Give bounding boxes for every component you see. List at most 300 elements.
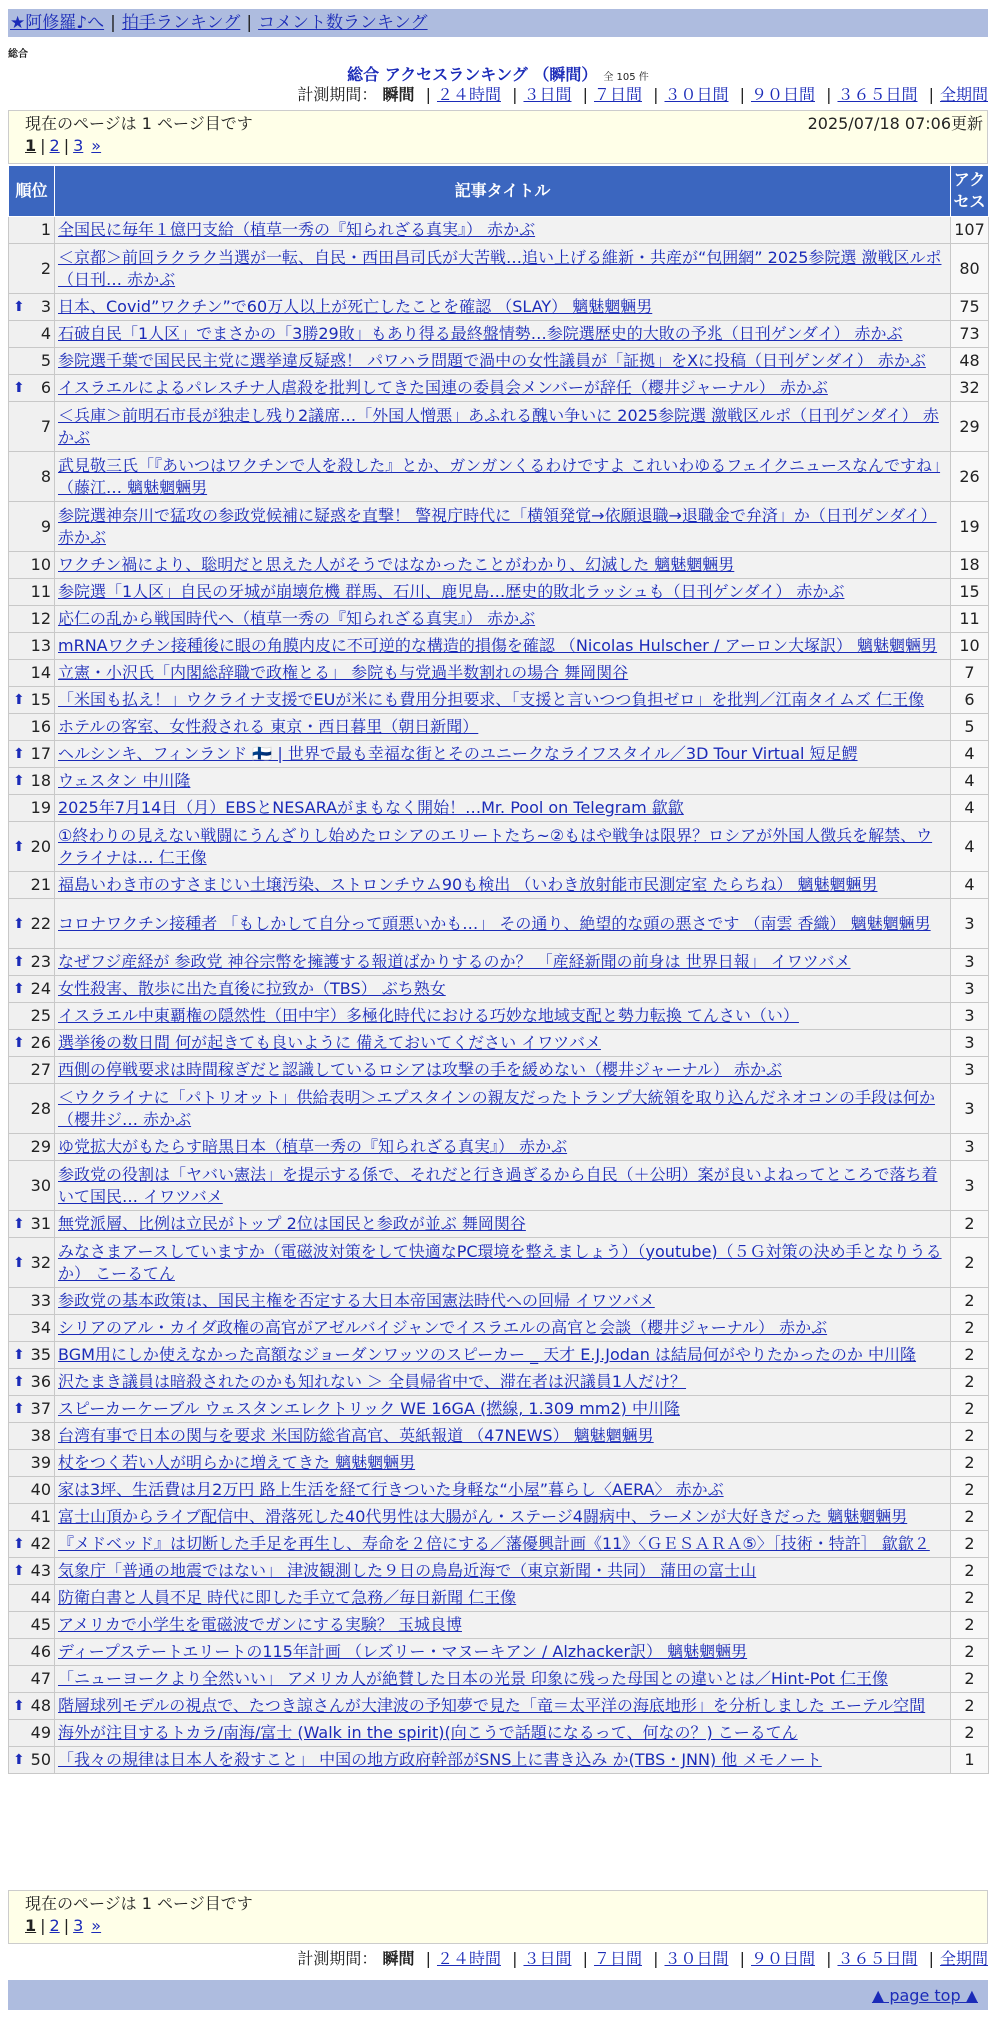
article-title-link[interactable]: 参政党の基本政策は、国民主権を否定する大日本帝国憲法時代への回帰 イワツバメ	[58, 1291, 655, 1310]
table-row	[9, 1612, 989, 1639]
article-title-link[interactable]: みなさまアースしていますか（電磁波対策をして快適なPC環境を整えましょう）（youtube)（５Ｇ対策の決め手となりうるか） こーるてん	[58, 1241, 942, 1283]
table-row	[9, 1639, 989, 1666]
rank-up-arrow-icon: ⬆	[13, 1374, 25, 1390]
title-cell	[55, 1211, 951, 1238]
access-count: 7	[951, 660, 989, 687]
rank-number: 8	[40, 466, 51, 486]
table-row	[9, 217, 989, 244]
rank-number: 12	[30, 609, 51, 628]
period-current: 瞬間	[382, 85, 415, 104]
rank-number: 30	[30, 1175, 51, 1195]
rank-cell	[9, 1639, 55, 1666]
title-cell	[55, 1666, 951, 1693]
access-count: 3	[951, 1161, 989, 1211]
rank-number: 44	[30, 1588, 51, 1607]
article-title-link[interactable]: 参院選「1人区」自民の牙城が崩壊危機 群馬、石川、鹿児島…歴史的敗北ラッシュも（日刊ゲンダイ） 赤かぶ	[58, 582, 845, 601]
top-nav-bar	[8, 9, 988, 37]
title-cell	[55, 899, 951, 949]
rank-number: 41	[30, 1507, 51, 1526]
article-title-link[interactable]: アメリカで小学生を電磁波でガンにする実験？ 玉城良博	[58, 1615, 462, 1634]
article-title-link[interactable]: 日本、Covid”ワクチン”で60万人以上が死亡したことを確認 （SLAY） 魑魅魍魎男	[58, 297, 653, 316]
title-cell	[55, 1585, 951, 1612]
page-3-link[interactable]: 3	[73, 1916, 84, 1935]
rank-number: 25	[30, 1006, 51, 1025]
rank-number: 27	[30, 1060, 51, 1079]
page-top-link[interactable]: ▲ page top ▲	[871, 1986, 978, 2005]
rank-number: 40	[30, 1480, 51, 1499]
access-count: 3	[951, 1003, 989, 1030]
access-count: 73	[951, 321, 989, 348]
page-3-link[interactable]: 3	[73, 136, 84, 155]
rank-cell	[9, 1585, 55, 1612]
rank-cell	[9, 294, 55, 321]
rank-number: 5	[40, 351, 51, 370]
page-1-current: 1	[25, 136, 37, 155]
ranking-table	[8, 165, 989, 1774]
table-row	[9, 976, 989, 1003]
table-row	[9, 1558, 989, 1585]
rank-cell	[9, 976, 55, 1003]
article-title-link[interactable]: ヘルシンキ、フィンランド 🇫🇮 | 世界で最も幸福な街とそのユニークなライフスタイル／3D Tour Virtual 短足鰐	[58, 744, 858, 763]
rank-cell	[9, 687, 55, 714]
rank-number: 46	[30, 1642, 51, 1661]
rank-number: 32	[30, 1252, 51, 1272]
table-row	[9, 606, 989, 633]
rank-cell	[9, 452, 55, 502]
access-count: 18	[951, 552, 989, 579]
rank-number: 23	[30, 952, 51, 971]
title-cell	[55, 1531, 951, 1558]
rank-number: 20	[30, 836, 51, 856]
access-count: 2	[951, 1238, 989, 1288]
period-option[interactable]: ３０日間	[664, 1949, 729, 1968]
table-row	[9, 579, 989, 606]
col-rank-header: 順位	[9, 166, 55, 217]
table-row	[9, 502, 989, 552]
period-option[interactable]: ９０日間	[750, 85, 815, 104]
article-title-link[interactable]: ホテルの客室、女性殺される 東京・西日暮里（朝日新聞）	[58, 717, 479, 736]
title-cell	[55, 795, 951, 822]
rank-cell	[9, 1030, 55, 1057]
col-access-header: アクセス	[951, 166, 989, 217]
period-option[interactable]: ２４時間	[436, 1949, 501, 1968]
article-title-link[interactable]: 「ニューヨークより全然いい」 アメリカ人が絶賛した日本の光景 印象に残った母国との違いとは／Hint-Pot 仁王像	[58, 1669, 888, 1688]
access-count: 3	[951, 899, 989, 949]
table-row	[9, 1693, 989, 1720]
article-title-link[interactable]: 『メドベッド』は切断した手足を再生し、寿命を２倍にする／藩優興計画《11》〈ＧＥＳＡＲＡ⑤〉［技術・特許］ 歙歙２	[58, 1534, 930, 1553]
access-count: 5	[951, 714, 989, 741]
rank-up-arrow-icon: ⬆	[13, 692, 25, 708]
table-row	[9, 375, 989, 402]
title-cell	[55, 1030, 951, 1057]
table-row	[9, 1720, 989, 1747]
table-row	[9, 1134, 989, 1161]
rank-cell	[9, 502, 55, 552]
rank-cell	[9, 1288, 55, 1315]
rank-cell	[9, 1003, 55, 1030]
current-page-text: 現在のページは 1 ページ目です	[25, 114, 253, 133]
article-title-link[interactable]: ディープステートエリートの115年計画 （レズリー・マヌーキアン / Alzhacker訳） 魑魅魍魎男	[58, 1642, 748, 1661]
rank-number: 36	[30, 1372, 51, 1391]
ranking-title-row	[0, 62, 996, 85]
rank-up-arrow-icon: ⬆	[13, 1254, 25, 1271]
article-title-link[interactable]: 西側の停戦要求は時間稼ぎだと認識しているロシアは攻撃の手を緩めない（櫻井ジャーナル） 赤かぶ	[58, 1060, 782, 1079]
article-title-link[interactable]: 防衛白書と人員不足 時代に即した手立て急務／毎日新聞 仁王像	[58, 1588, 517, 1607]
rank-number: 22	[30, 913, 51, 933]
rank-number: 33	[30, 1291, 51, 1310]
period-option[interactable]: 全期間	[939, 85, 988, 104]
rank-up-arrow-icon: ⬆	[13, 299, 25, 315]
rank-number: 34	[30, 1318, 51, 1337]
access-count: 2	[951, 1531, 989, 1558]
table-row	[9, 1531, 989, 1558]
article-title-link[interactable]: 参政党の役割は「ヤバい憲法」を提示する係で、それだと行き過ぎるから自民（＋公明）案が良いよねってところで落ち着いて国民… イワツバメ	[58, 1164, 938, 1206]
access-count: 2	[951, 1315, 989, 1342]
access-count: 6	[951, 687, 989, 714]
table-row	[9, 633, 989, 660]
title-cell	[55, 660, 951, 687]
access-count: 3	[951, 976, 989, 1003]
title-cell	[55, 1057, 951, 1084]
rank-number: 31	[30, 1214, 51, 1233]
nav-separator: |	[110, 13, 116, 33]
rank-cell	[9, 949, 55, 976]
article-title-link[interactable]: イスラエルによるパレスチナ人虐殺を批判してきた国連の委員会メンバーが辞任（櫻井ジャーナル） 赤かぶ	[58, 378, 828, 397]
article-title-link[interactable]: スピーカーケーブル ウェスタンエレクトリック WE 16GA (撚線, 1.309 mm2) 中川隆	[58, 1399, 680, 1418]
rank-number: 38	[30, 1426, 51, 1445]
access-count: 3	[951, 949, 989, 976]
pager-top: 1 | 2 | 3 »	[25, 136, 102, 155]
footer-bar	[8, 1980, 988, 2010]
title-cell	[55, 687, 951, 714]
table-row	[9, 1450, 989, 1477]
access-count: 48	[951, 348, 989, 375]
article-title-link[interactable]: ＜兵庫＞前明石市長が独走し残り2議席…「外国人憎悪」あふれる醜い争いに 2025参院選 激戦区ルポ（日刊ゲンダイ） 赤かぶ	[58, 405, 939, 447]
title-cell	[55, 1396, 951, 1423]
article-title-link[interactable]: 選挙後の数日間 何が起きても良いように 備えておいてください イワツバメ	[58, 1033, 601, 1052]
table-row	[9, 687, 989, 714]
rank-number: 39	[30, 1453, 51, 1472]
access-count: 2	[951, 1666, 989, 1693]
rank-number: 49	[30, 1723, 51, 1742]
access-count: 2	[951, 1612, 989, 1639]
period-option[interactable]: ７日間	[593, 85, 642, 104]
rank-up-arrow-icon: ⬆	[13, 1216, 25, 1232]
article-title-link[interactable]: 杖をつく若い人が明らかに増えてきた 魑魅魍魎男	[58, 1453, 416, 1472]
rank-cell	[9, 741, 55, 768]
article-title-link[interactable]: 武見敬三氏「『あいつはワクチンで人を殺した』とか、ガンガンくるわけですよ これいわゆるフェイクニュースなんですね」（藤江… 魑魅魍魎男	[58, 455, 941, 497]
access-count: 3	[951, 1134, 989, 1161]
access-count: 3	[951, 1030, 989, 1057]
nav-separator: |	[246, 13, 253, 33]
table-row	[9, 1161, 989, 1211]
period-option[interactable]: ３０日間	[664, 85, 729, 104]
rank-number: 17	[30, 744, 51, 763]
article-title-link[interactable]: ゆ党拡大がもたらす暗黒日本（植草一秀の『知られざる真実』） 赤かぶ	[58, 1137, 568, 1156]
rank-number: 21	[30, 875, 51, 894]
title-cell	[55, 1504, 951, 1531]
access-count: 2	[951, 1211, 989, 1238]
rank-number: 24	[30, 979, 51, 998]
access-count: 75	[951, 294, 989, 321]
title-cell	[55, 1612, 951, 1639]
table-row	[9, 872, 989, 899]
rank-cell	[9, 1504, 55, 1531]
title-cell	[55, 976, 951, 1003]
article-title-link[interactable]: mRNAワクチン接種後に眼の角膜内皮に不可逆的な構造的損傷を確認 （Nicolas Hulscher / アーロン大塚訳） 魑魅魍魎男	[58, 636, 938, 655]
title-cell	[55, 452, 951, 502]
clap-ranking-link[interactable]: 拍手ランキング	[121, 13, 241, 33]
title-cell	[55, 321, 951, 348]
rank-number: 26	[30, 1033, 51, 1052]
rank-cell	[9, 217, 55, 244]
article-title-link[interactable]: ウェスタン 中川隆	[58, 771, 191, 790]
rank-cell	[9, 1666, 55, 1693]
table-row	[9, 949, 989, 976]
access-count: 2	[951, 1423, 989, 1450]
rank-number: 3	[40, 297, 51, 316]
article-title-link[interactable]: 「米国も払え！」ウクライナ支援でEUが米にも費用分担要求、「支援と言いつつ負担ゼロ」を批判／江南タイムズ 仁王像	[58, 690, 925, 709]
next-page-link[interactable]: »	[91, 1916, 102, 1935]
rank-cell	[9, 1450, 55, 1477]
page-info-bottom	[8, 1890, 988, 1944]
page-info-top	[8, 110, 988, 164]
article-title-link[interactable]: 立憲・小沢氏「内閣総辞職で政権とる」 参院も与党過半数割れの場合 舞岡関谷	[58, 663, 629, 682]
rank-number: 19	[30, 798, 51, 817]
table-row	[9, 1396, 989, 1423]
article-title-link[interactable]: ワクチン禍により、聡明だと思えた人がそうではなかったことがわかり、幻滅した 魑魅魍魎男	[58, 555, 735, 574]
rank-cell	[9, 795, 55, 822]
article-title-link[interactable]: 階層球列モデルの視点で、たつき諒さんが大津波の予知夢で見た「竜＝太平洋の海底地形」を分析しました エーテル空間	[58, 1696, 926, 1715]
access-count: 4	[951, 822, 989, 872]
comment-ranking-link[interactable]: コメント数ランキング	[258, 13, 428, 33]
article-title-link[interactable]: 沢たまき議員は暗殺されたのかも知れない ＞ 全員帰省中で、滞在者は沢議員1人だけ？	[58, 1372, 687, 1391]
title-cell	[55, 949, 951, 976]
rank-cell	[9, 1531, 55, 1558]
access-count: 80	[951, 244, 989, 294]
article-title-link[interactable]: 女性殺害、散歩に出た直後に拉致か（TBS） ぶち熟女	[58, 979, 446, 998]
article-title-link[interactable]: 無党派層、比例は立民がトップ 2位は国民と参政が並ぶ 舞岡関谷	[58, 1214, 526, 1233]
rank-number: 50	[30, 1750, 51, 1769]
total-count: 全 105 件	[603, 72, 649, 83]
article-title-link[interactable]: 海外が注目するトカラ/南海/富士 (Walk in the spirit)(向こうで話題になるって、何なの？) こーるてん	[58, 1723, 798, 1742]
page-2-link[interactable]: 2	[49, 1916, 60, 1935]
table-row	[9, 1585, 989, 1612]
period-option[interactable]: ９０日間	[750, 1949, 815, 1968]
rank-up-arrow-icon: ⬆	[13, 838, 25, 855]
rank-cell	[9, 552, 55, 579]
title-cell	[55, 606, 951, 633]
title-cell	[55, 714, 951, 741]
rank-up-arrow-icon: ⬆	[13, 981, 25, 997]
rank-cell	[9, 660, 55, 687]
col-title-header: 記事タイトル	[55, 166, 951, 217]
rank-cell	[9, 402, 55, 452]
title-cell	[55, 1423, 951, 1450]
article-title-link[interactable]: BGM用にしか使えなかった高額なジョーダンワッツのスピーカー _ 天才 E.J.Jodan は結局何がやりたかったのか 中川隆	[58, 1345, 917, 1364]
period-option[interactable]: ３日間	[523, 85, 572, 104]
access-count: 4	[951, 795, 989, 822]
current-page-text: 現在のページは 1 ページ目です	[25, 1894, 253, 1913]
article-title-link[interactable]: 富士山頂からライブ配信中、滑落死した40代男性は大腸がん・ステージ4闘病中、ラーメンが大好きだった 魑魅魍魎男	[58, 1507, 908, 1526]
article-title-link[interactable]: ①終わりの見えない戦闘にうんざりし始めたロシアのエリートたち~②もはや戦争は限界？ロシアが外国人徴兵を解禁、ウクライナは… 仁王像	[58, 825, 933, 867]
rank-number: 45	[30, 1615, 51, 1634]
access-count: 2	[951, 1585, 989, 1612]
rank-up-arrow-icon: ⬆	[13, 1698, 25, 1714]
rank-number: 28	[30, 1098, 51, 1118]
rank-up-arrow-icon: ⬆	[13, 1563, 25, 1579]
rank-cell	[9, 1477, 55, 1504]
title-cell	[55, 822, 951, 872]
article-title-link[interactable]: シリアのアル・カイダ政権の高官がアゼルバイジャンでイスラエルの高官と会談（櫻井ジャーナル） 赤かぶ	[58, 1318, 828, 1337]
title-cell	[55, 348, 951, 375]
rank-number: 15	[30, 690, 51, 709]
article-title-link[interactable]: 参院選神奈川で猛攻の参政党候補に疑惑を直撃！ 警視庁時代に「横領発覚→依願退職→退職金で弁済」か（日刊ゲンダイ） 赤かぶ	[58, 505, 937, 547]
table-row	[9, 1211, 989, 1238]
access-count: 15	[951, 579, 989, 606]
title-cell	[55, 1342, 951, 1369]
next-page-link[interactable]: »	[91, 136, 102, 155]
period-option[interactable]: ３６５日間	[837, 1949, 918, 1968]
period-option[interactable]: ３日間	[523, 1949, 572, 1968]
title-cell	[55, 1693, 951, 1720]
article-title-link[interactable]: 「我々の規律は日本人を殺すこと」 中国の地方政府幹部がSNS上に書き込み か(TBS・JNN) 他 メモノート	[58, 1750, 822, 1769]
period-selector-top: 計測期間： 瞬間 | ２４時間 | ３日間 | ７日間 | ３０日間 | ９０日間 | ３６５日間 | 全期間	[297, 85, 988, 104]
rank-cell	[9, 1211, 55, 1238]
rank-cell	[9, 1693, 55, 1720]
access-count: 2	[951, 1342, 989, 1369]
rank-number: 14	[30, 663, 51, 682]
rank-cell	[9, 1423, 55, 1450]
access-count: 2	[951, 1504, 989, 1531]
access-count: 4	[951, 768, 989, 795]
article-title-link[interactable]: 気象庁「普通の地震ではない」 津波観測した９日の鳥島近海で（東京新聞・共同） 蒲田の富士山	[58, 1561, 757, 1580]
rank-number: 1	[40, 220, 51, 239]
period-option[interactable]: ２４時間	[436, 85, 501, 104]
rank-up-arrow-icon: ⬆	[13, 380, 25, 396]
updated-timestamp: 2025/07/18 07:06更新	[807, 114, 983, 133]
rank-cell	[9, 1134, 55, 1161]
period-label: 計測期間：	[297, 1949, 378, 1968]
access-count: 4	[951, 741, 989, 768]
article-title-link[interactable]: 台湾有事で日本の関与を要求 米国防総省高官、英紙報道 （47NEWS） 魑魅魍魎男	[58, 1426, 654, 1445]
rank-cell	[9, 1342, 55, 1369]
title-cell	[55, 1003, 951, 1030]
rank-number: 13	[30, 636, 51, 655]
rank-cell	[9, 633, 55, 660]
article-title-link[interactable]: 参院選千葉で国民民主党に選挙違反疑惑！ パワハラ問題で渦中の女性議員が「証拠」をXに投稿（日刊ゲンダイ） 赤かぶ	[58, 351, 926, 370]
rank-number: 7	[40, 416, 51, 436]
access-count: 2	[951, 1558, 989, 1585]
home-link[interactable]: ★阿修羅♪へ	[10, 13, 105, 33]
section-label: 総合	[8, 49, 28, 60]
rank-up-arrow-icon: ⬆	[13, 915, 25, 932]
article-title-link[interactable]: なぜフジ産経が 参政党 神谷宗幣を擁護する報道ばかりするのか？ 「産経新聞の前身は 世界日報」 イワツバメ	[58, 952, 851, 971]
article-title-link[interactable]: ＜京都＞前回ラクラク当選が一転、自民・西田昌司氏が大苦戦…追い上げる維新・共産が“包囲網” 2025参院選 激戦区ルポ（日刊… 赤かぶ	[58, 247, 942, 289]
rank-cell	[9, 321, 55, 348]
access-count: 2	[951, 1288, 989, 1315]
article-title-link[interactable]: イスラエル中東覇権の隠然性（田中宇）多極化時代における巧妙な地域支配と勢力転換 てんさい（い）	[58, 1006, 799, 1025]
access-count: 32	[951, 375, 989, 402]
table-row	[9, 1342, 989, 1369]
rank-number: 42	[30, 1534, 51, 1553]
table-row	[9, 402, 989, 452]
table-row	[9, 768, 989, 795]
rank-up-arrow-icon: ⬆	[13, 1536, 25, 1552]
access-count: 2	[951, 1477, 989, 1504]
access-count: 11	[951, 606, 989, 633]
title-cell	[55, 217, 951, 244]
period-option[interactable]: ７日間	[593, 1949, 642, 1968]
rank-number: 29	[30, 1137, 51, 1156]
table-row	[9, 552, 989, 579]
rank-number: 4	[40, 324, 51, 343]
ranking-title: 総合 アクセスランキング （瞬間）	[347, 65, 598, 84]
rank-up-arrow-icon: ⬆	[13, 1347, 25, 1363]
article-title-link[interactable]: 福島いわき市のすさまじい土壌汚染、ストロンチウム90も検出 （いわき放射能市民測定室 たらちね） 魑魅魍魎男	[58, 875, 878, 894]
rank-cell	[9, 244, 55, 294]
period-option[interactable]: ３６５日間	[837, 85, 918, 104]
title-cell	[55, 402, 951, 452]
rank-cell	[9, 899, 55, 949]
title-cell	[55, 1558, 951, 1585]
rank-cell	[9, 1747, 55, 1774]
article-title-link[interactable]: 全国民に毎年１億円支給（植草一秀の『知られざる真実』） 赤かぶ	[58, 220, 536, 239]
article-title-link[interactable]: 応仁の乱から戦国時代へ（植草一秀の『知られざる真実』） 赤かぶ	[58, 609, 536, 628]
table-row	[9, 1477, 989, 1504]
page-2-link[interactable]: 2	[49, 136, 60, 155]
table-row	[9, 822, 989, 872]
page-1-current: 1	[25, 1916, 37, 1935]
title-cell	[55, 1639, 951, 1666]
article-title-link[interactable]: 家は3坪、生活費は月2万円 路上生活を経て行きついた身軽な“小屋”暮らし〈AERA〉 赤かぶ	[58, 1480, 724, 1499]
table-row	[9, 1030, 989, 1057]
rank-cell	[9, 1084, 55, 1134]
rank-up-arrow-icon: ⬆	[13, 954, 25, 970]
access-count: 2	[951, 1369, 989, 1396]
rank-up-arrow-icon: ⬆	[13, 773, 25, 789]
access-count: 10	[951, 633, 989, 660]
title-cell	[55, 1747, 951, 1774]
table-row	[9, 244, 989, 294]
rank-cell	[9, 714, 55, 741]
title-cell	[55, 633, 951, 660]
rank-cell	[9, 768, 55, 795]
rank-cell	[9, 1558, 55, 1585]
rank-number: 16	[30, 717, 51, 736]
rank-number: 47	[30, 1669, 51, 1688]
access-count: 26	[951, 452, 989, 502]
period-selector-bottom: 計測期間： 瞬間 | ２４時間 | ３日間 | ７日間 | ３０日間 | ９０日間 | ３６５日間 | 全期間	[297, 1949, 988, 1968]
table-row	[9, 1315, 989, 1342]
access-count: 29	[951, 402, 989, 452]
table-row	[9, 1057, 989, 1084]
rank-number: 10	[30, 555, 51, 574]
rank-number: 2	[40, 258, 51, 278]
article-title-link[interactable]: 2025年7月14日（月）EBSとNESARAがまもなく開始！…Mr. Pool on Telegram 歙歙	[58, 798, 684, 817]
access-count: 3	[951, 1057, 989, 1084]
rank-number: 43	[30, 1561, 51, 1580]
title-cell	[55, 502, 951, 552]
article-title-link[interactable]: 石破自民「1人区」でまさかの「3勝29敗」もあり得る最終盤情勢…参院選歴史的大敗の予兆（日刊ゲンダイ） 赤かぶ	[58, 324, 903, 343]
article-title-link[interactable]: コロナワクチン接種者 「もしかして自分って頭悪いかも…」 その通り、絶望的な頭の悪さです （南雲 香織） 魑魅魍魎男	[58, 913, 931, 933]
table-row	[9, 294, 989, 321]
table-row	[9, 452, 989, 502]
rank-cell	[9, 1238, 55, 1288]
article-title-link[interactable]: ＜ウクライナに「パトリオット」供給表明＞エプスタインの親友だったトランプ大統領を取り込んだネオコンの手段は何か（櫻井ジ… 赤かぶ	[58, 1087, 935, 1129]
title-cell	[55, 741, 951, 768]
period-option[interactable]: 全期間	[939, 1949, 988, 1968]
